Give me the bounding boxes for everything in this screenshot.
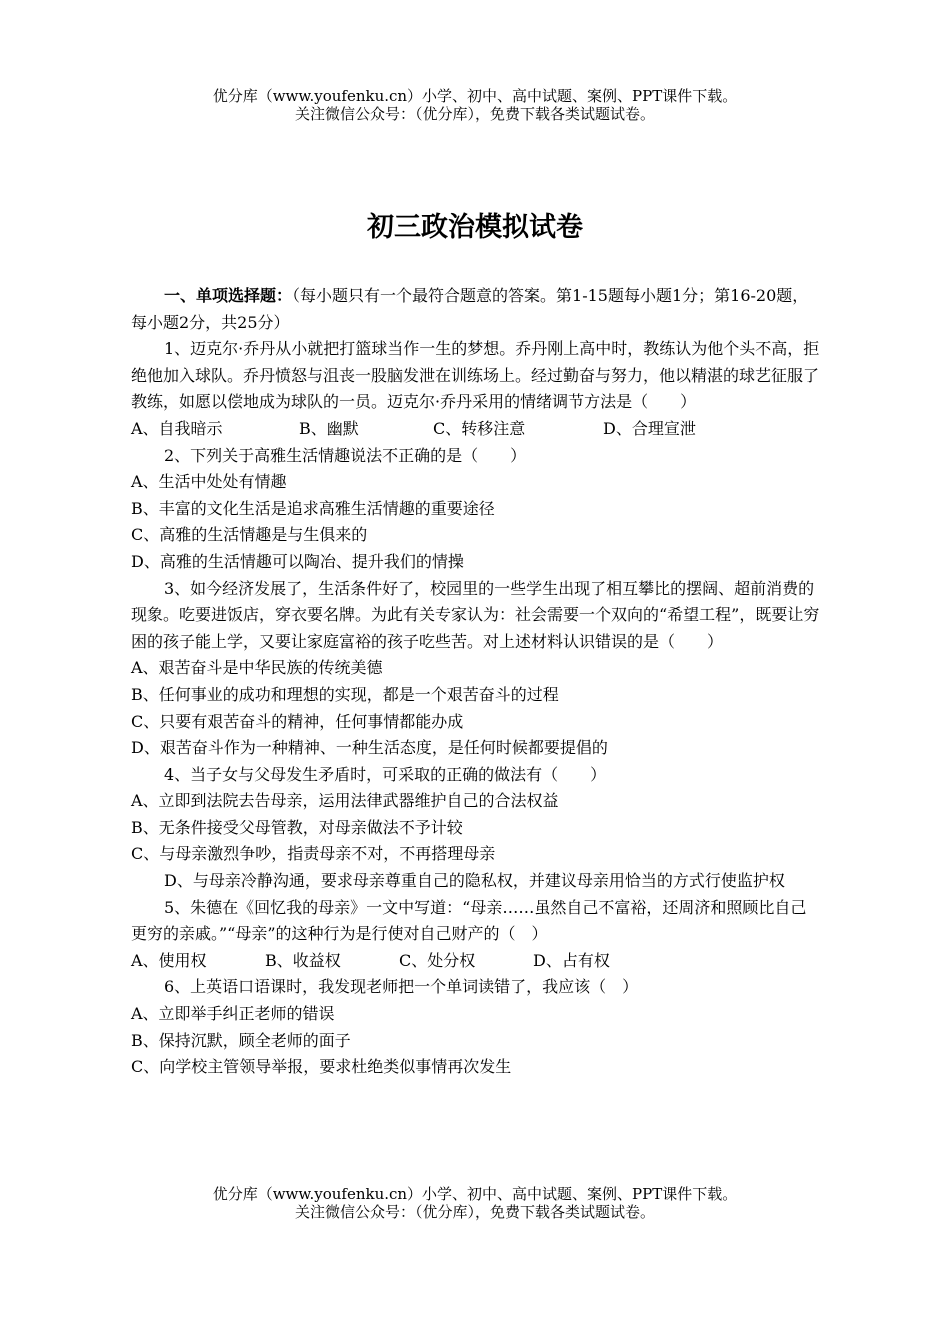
option-3b: B、任何事业的成功和理想的实现，都是一个艰苦奋斗的过程 bbox=[131, 684, 559, 704]
section-note: （每小题只有一个最符合题意的答案。第1-15题每小题1分；第16-20题，每小题2分，共25分） bbox=[131, 286, 809, 332]
option-6c: C、向学校主管领导举报，要求杜绝类似事情再次发生 bbox=[131, 1057, 512, 1077]
option-2b: B、丰富的文化生活是追求高雅生活情趣的重要途径 bbox=[131, 498, 495, 518]
question-stem-2: 2、下列关于高雅生活情趣说法不正确的是（ ） bbox=[164, 445, 527, 465]
option-2a: A、生活中处处有情趣 bbox=[131, 472, 287, 492]
option-5c: C、处分权 bbox=[399, 950, 476, 970]
option-5b: B、收益权 bbox=[265, 950, 341, 970]
option-2c: C、高雅的生活情趣是与生俱来的 bbox=[131, 525, 368, 545]
option-4b: B、无条件接受父母管教，对母亲做法不予计较 bbox=[131, 817, 463, 837]
header-line-2: 关注微信公众号：（优分库），免费下载各类试题试卷。 bbox=[294, 105, 655, 123]
option-6b: B、保持沉默，顾全老师的面子 bbox=[131, 1030, 351, 1050]
question-options-1 bbox=[131, 416, 820, 443]
page-header bbox=[0, 87, 950, 123]
question-stem-5: 5、朱德在《回忆我的母亲》一文中写道：“母亲……虽然自己不富裕，还周济和照顾比自己更穷的亲戚。”“母亲”的这种行为是行使对自己财产的（ ） bbox=[131, 897, 807, 944]
option-4a: A、立即到法院去告母亲，运用法律武器维护自己的合法权益 bbox=[131, 791, 559, 811]
question-stem-6: 6、上英语口语课时，我发现老师把一个单词读错了，我应该（ ） bbox=[164, 977, 639, 997]
option-3c: C、只要有艰苦奋斗的精神，任何事情都能办成 bbox=[131, 711, 464, 731]
page-title: 初三政治模拟试卷 bbox=[367, 212, 583, 243]
option-1c: C、转移注意 bbox=[433, 418, 526, 438]
page-footer bbox=[0, 1185, 950, 1221]
option-6a: A、立即举手纠正老师的错误 bbox=[131, 1004, 335, 1024]
option-3d: D、艰苦奋斗作为一种精神、一种生活态度，是任何时候都要提倡的 bbox=[131, 738, 608, 758]
option-5a: A、使用权 bbox=[131, 950, 207, 970]
option-2d: D、高雅的生活情趣可以陶冶、提升我们的情操 bbox=[131, 551, 464, 571]
option-1a: A、自我暗示 bbox=[131, 418, 223, 438]
footer-line-2: 关注微信公众号：（优分库），免费下载各类试题试卷。 bbox=[294, 1203, 655, 1221]
question-stem-1: 1、迈克尔·乔丹从小就把打篮球当作一生的梦想。乔丹刚上高中时，教练认为他个头不高，拒绝他加入球队。乔丹愤怒与沮丧一股脑发泄在训练场上。经过勤奋与努力，他以精湛的球艺征服了教练，如愿以偿地成为球队的一员。迈克尔·乔丹采用的情绪调节方法是（ ） bbox=[131, 339, 820, 412]
option-4c: C、与母亲激烈争吵，指责母亲不对，不再搭理母亲 bbox=[131, 844, 496, 864]
option-1b: B、幽默 bbox=[299, 418, 359, 438]
footer-line-1: 优分库（www.youfenku.cn）小学、初中、高中试题、案例、PPT课件下载。 bbox=[212, 1185, 738, 1203]
header-line-1: 优分库（www.youfenku.cn）小学、初中、高中试题、案例、PPT课件下载。 bbox=[212, 87, 738, 105]
option-3a: A、艰苦奋斗是中华民族的传统美德 bbox=[131, 658, 383, 678]
option-5d: D、占有权 bbox=[533, 950, 610, 970]
option-4d: D、与母亲冷静沟通，要求母亲尊重自己的隐私权，并建议母亲用恰当的方式行使监护权 bbox=[164, 871, 785, 891]
section-heading: 一、单项选择题： bbox=[164, 286, 293, 305]
question-stem-4: 4、当子女与父母发生矛盾时，可采取的正确的做法有（ ） bbox=[164, 764, 607, 784]
exam-body bbox=[131, 283, 820, 1081]
option-1d: D、合理宣泄 bbox=[603, 418, 696, 438]
question-options-5 bbox=[131, 948, 820, 975]
section-intro bbox=[131, 283, 820, 336]
question-stem-3: 3、如今经济发展了，生活条件好了，校园里的一些学生出现了相互攀比的摆阔、超前消费的现象。吃要进饭店，穿衣要名牌。为此有关专家认为：社会需要一个双向的“希望工程”，既要让穷困的孩子能上学，又要让家庭富裕的孩子吃些苦。对上述材料认识错误的是（ ） bbox=[131, 578, 820, 651]
